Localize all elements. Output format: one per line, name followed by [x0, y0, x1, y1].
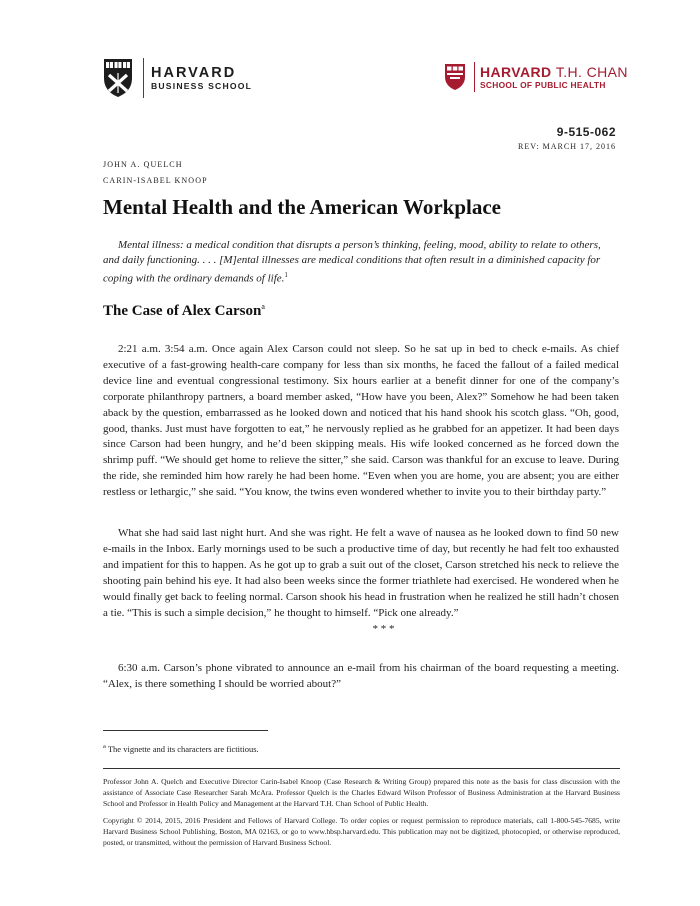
- harvard-veritas-shield-icon: [103, 58, 133, 98]
- hbs-logo: [103, 58, 252, 98]
- case-number: 9-515-062: [556, 125, 616, 139]
- body-paragraph: 6:30 a.m. Carson’s phone vibrated to announce an e-mail from his chairman of the board requesting a meeting. “Alex, is there something I should be worried about?”: [103, 662, 619, 690]
- body-paragraph: What she had said last night hurt. And she was right. He felt a wave of nausea as he looked down to find 50 new e-mails in the Inbox. Early mornings used to be such a productive time of day, but recently he had felt too exhausted and impatient for this to happen. As he got up to grab a suit out of the closet, Carson stretched his neck to relieve the shooting pain behind his eye. It had also been weeks since the former triathlete had exercised. He wondered when he would finally get back to feeling normal. Carson shook his head in frustration when he realized he still hadn’t chosen a tie. “This is such a simple decision,” he thought to himself. “Pick one already.”: [103, 527, 619, 619]
- hsph-wordmark: [480, 64, 628, 91]
- section-heading: [103, 302, 265, 320]
- author: CARIN-ISABEL KNOOP: [103, 176, 208, 185]
- case-number-block: [518, 125, 616, 151]
- section-heading-text: The Case of Alex Carson: [103, 303, 262, 319]
- epigraph-text: Mental illness: a medical condition that disrupts a person’s thinking, feeling, mood, ability to relate to others, and daily functioning. . . . [M]ental illnesses are medical conditions that often result in a diminished capacity for coping with the ordinary demands of life.: [103, 239, 601, 285]
- document-title: Mental Health and the American Workplace: [103, 195, 502, 219]
- logo-divider: [474, 62, 475, 92]
- footnote: [103, 743, 259, 754]
- hbs-sub: BUSINESS SCHOOL: [151, 80, 253, 91]
- hsph-name-bold: HARVARD: [480, 63, 552, 80]
- authors: [103, 157, 208, 189]
- footnote-rule: [103, 730, 268, 731]
- hbs-name: HARVARD: [151, 64, 237, 81]
- logo-divider: [143, 58, 144, 98]
- author-note: Professor John A. Quelch and Executive Director Carin-Isabel Knoop (Case Research & Writing Group) prepared this note as the basis for class discussion with the assistance of Associate Case Researcher Sarah McAra. Professor Quelch is the Charles Edward Wilson Professor of Business Administration at the Harvard Business School and Professor in Health Policy and Management at the Harvard T.H. Chan School of Public Health.: [103, 777, 620, 808]
- copyright-note: Copyright © 2014, 2015, 2016 President and Fellows of Harvard College. To order copies or request permission to reproduce materials, call 1-800-545-7685, write Harvard Business School Publishing, Boston, MA 02163, or go to www.hbsp.harvard.edu. This publication may not be digitized, photocopied, or otherwise reproduced, posted, or transmitted, without the permission of Harvard Business School.: [103, 816, 620, 847]
- hsph-sub: SCHOOL OF PUBLIC HEALTH: [480, 79, 606, 90]
- footnote-text: The vignette and its characters are fictitious.: [105, 743, 259, 754]
- revision-date: REV: MARCH 17, 2016: [518, 142, 616, 151]
- endnote-ref[interactable]: 1: [284, 271, 288, 279]
- hbs-wordmark: [151, 65, 252, 92]
- fine-print-rule: [103, 768, 620, 769]
- author: JOHN A. QUELCH: [103, 160, 183, 169]
- body-paragraph: 2:21 a.m. 3:54 a.m. Once again Alex Carson could not sleep. So he sat up in bed to check e-mails. As chief executive of a fast-growing health-care company for less than six months, he faced the fallout of a failed medical device line and eventual congressional testimony. Six hours earlier at a benefit dinner for one of the company’s corporate philanthropy partners, a board member asked, “How have you been, Alex?” Somehow he had been taken aback by the question, embarrassed as he looked down and noticed that his hand shook his scotch glass. “Oh, good, good, thanks. Just must have forgotten to eat,” he nervously replied as he grabbed for an appetizer. It had been days since Carson had been hungry, and he’d been skipping meals. His wife looked concerned as he forced down the shrimp puff. “We should get home to relieve the sitter,” she said. Carson was thankful for an excuse to leave. During the ride, she reminded him how rarely he had been home. “Even when you are home, you are absent; you are either restless or lethargic,” she said. “You know, the twins even wondered whether to invite you to their birthday party.”: [103, 343, 619, 499]
- harvard-crimson-shield-icon: [444, 63, 466, 91]
- hsph-name: [480, 64, 628, 80]
- footnote-ref[interactable]: a: [261, 302, 265, 311]
- section-separator: * * *: [372, 623, 395, 635]
- hsph-logo: [444, 62, 628, 92]
- hsph-name-light: T.H. CHAN: [555, 63, 628, 80]
- footnote-mark: a: [103, 743, 106, 750]
- epigraph: [103, 238, 619, 287]
